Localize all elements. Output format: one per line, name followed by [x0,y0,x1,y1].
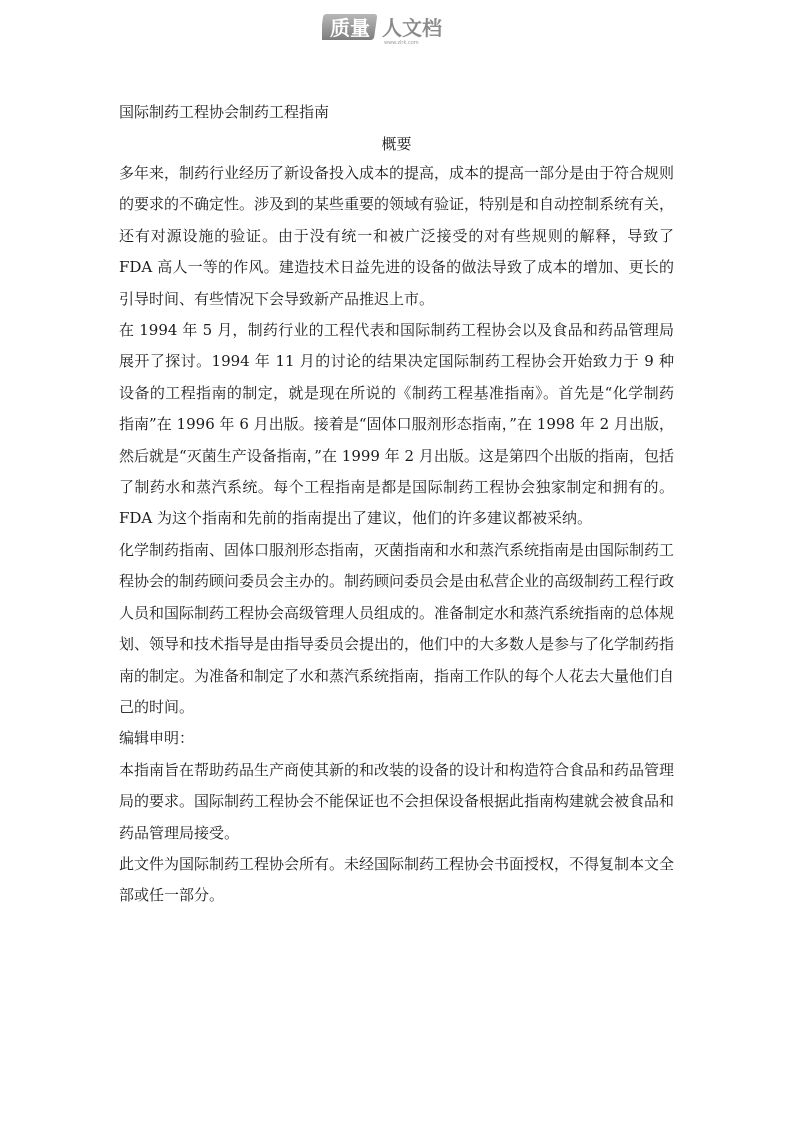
editorial-paragraph: 此文件为国际制药工程协会所有。未经国际制药工程协会书面授权，不得复制本文全部或任一部分。 [119,854,675,905]
document-body [119,98,674,912]
document-title: 国际制药工程协会制药工程指南 [119,103,330,121]
logo-text-part2: 人文档 [382,16,442,40]
logo-url: www.zlrk.com [384,40,419,46]
paragraph: 化学制药指南、固体口服剂形态指南，灭菌指南和水和蒸汽系统指南是由国际制药工程协会的制药顾问委员会主办的。制药顾问委员会是由私营企业的高级制药工程行政人员和国际制药工程协会高级管理人员组成的。准备制定水和蒸汽系统指南的总体规划、领导和技术指导是由指导委员会提出的，他们中的大多数人是参与了化学制药指南的制定。为准备和制定了水和蒸汽系统指南，指南工作队的每个人花去大量他们自己的时间。 [119,540,675,716]
editorial-paragraph: 本指南旨在帮助药品生产商使其新的和改装的设备的设计和构造符合食品和药品管理局的要求。国际制药工程协会不能保证也不会担保设备根据此指南构建就会被食品和药品管理局接受。 [119,760,675,842]
logo-text-part1: 质量 [330,16,370,40]
paragraph: 在 1994 年 5 月，制药行业的工程代表和国际制药工程协会以及食品和药品管理局展开了探讨。1994 年 11 月的讨论的结果决定国际制药工程协会开始致力于 9 种设备的工程指南的制定，就是现在所说的《制药工程基准指南》。首先是“化学制药指南”在 1996 年 6 月出版。接着是“固体口服剂形态指南，”在 1998 年 2 月出版，然后就是“灭菌生产设备指南，”在 1999 年 2 月出版。这是第四个出版的指南，包括了制药水和蒸汽系统。每个工程指南是都是国际制药工程协会独家制定和拥有的。FDA 为这个指南和先前的指南提出了建议，他们的许多建议都被采纳。 [119,321,674,528]
paragraph: 多年来，制药行业经历了新设备投入成本的提高，成本的提高一部分是由于符合规则的要求的不确定性。涉及到的某些重要的领域有验证，特别是和自动控制系统有关，还有对源设施的验证。由于没有统一和被广泛接受的对有些规则的解释，导致了 FDA 高人一等的作风。建造技术日益先进的设备的做法导致了成本的增加、更长的引导时间、有些情况下会导致新产品推迟上市。 [119,164,675,308]
logo-icon [322,10,472,46]
header-logo-area [0,10,793,50]
editorial-label: 编辑申明： [119,729,195,748]
document-subtitle: 概要 [381,135,412,153]
